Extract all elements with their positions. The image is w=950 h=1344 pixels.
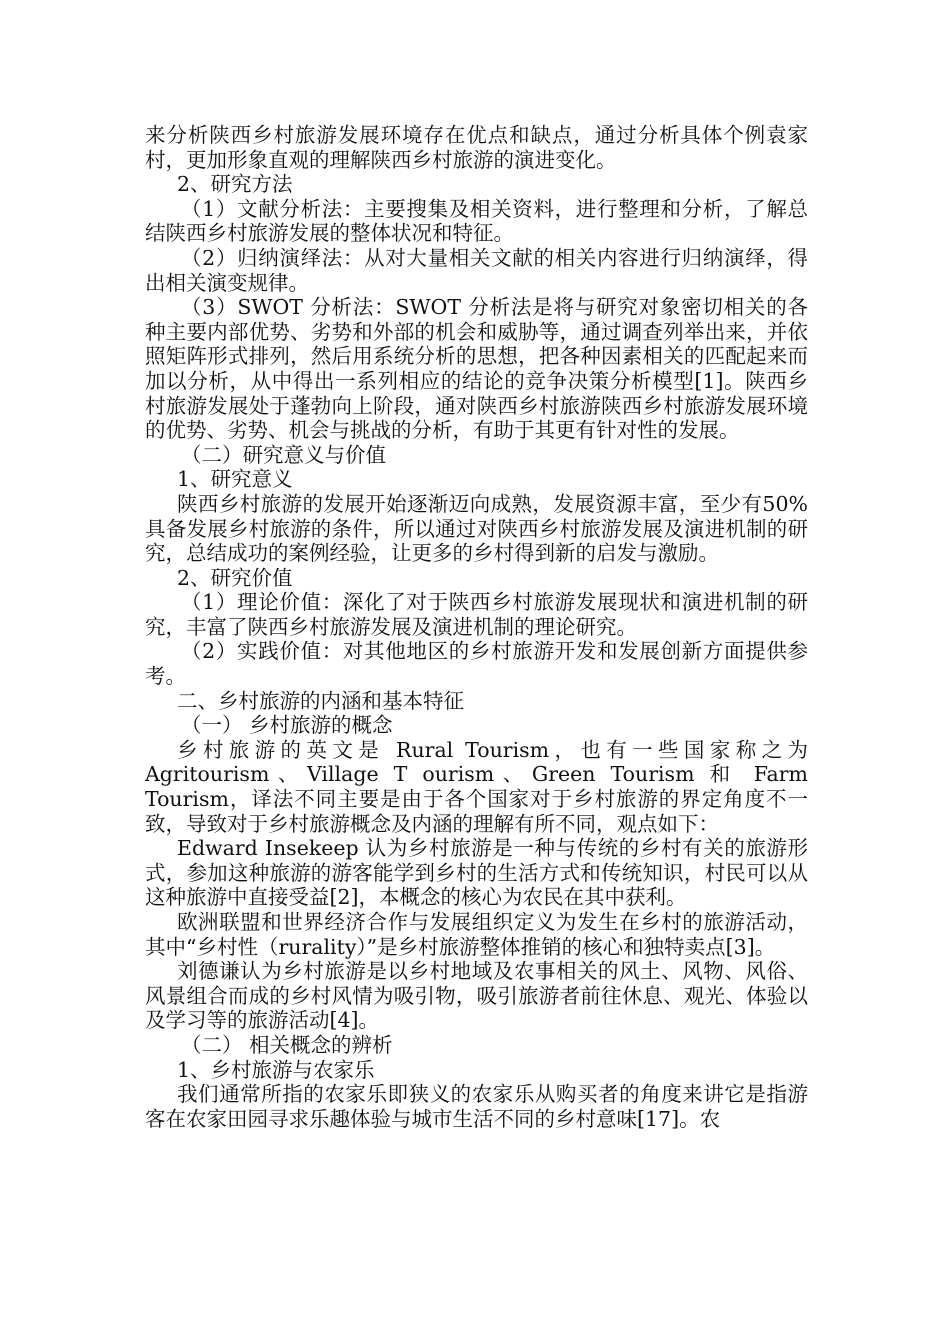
heading-rural-tourism-vs-nongjiale: 1、乡村旅游与农家乐 [177, 1057, 375, 1082]
heading-research-value: 2、研究价值 [177, 565, 293, 590]
paragraph-research-significance: 陕西乡村旅游的发展开始逐渐迈向成熟，发展资源丰富，至少有50%具备发展乡村旅游的条件，所以通过对陕西乡村旅游发展及演进机制的研究，总结成功的案例经验，让更多的乡村得到新的启发与激励。 [145, 491, 808, 566]
paragraph-liu-deqian: 刘德谦认为乡村旅游是以乡村地域及农事相关的风土、风物、风俗、风景组合而成的乡村风情为吸引物，吸引旅游者前往休息、观光、体验以及学习等的旅游活动[4]。 [145, 959, 808, 1033]
paragraph-edward-insekeep: Edward Insekeep 认为乡村旅游是一种与传统的乡村有关的旅游形式，参加这种旅游的游客能学到乡村的生活方式和传统知识，村民可以从这种旅游中直接受益[2]，本概念的核心为农民在其中获利。 [145, 836, 808, 910]
paragraph-intro-continued: 来分析陕西乡村旅游发展环境存在优点和缺点，通过分析具体个例袁家村，更加形象直观的理解陕西乡村旅游的演进变化。 [145, 123, 808, 172]
paragraph-eu-oecd-definition: 欧洲联盟和世界经济合作与发展组织定义为发生在乡村的旅游活动，其中“乡村性（rurality）”是乡村旅游整体推销的核心和独特卖点[3]。 [145, 910, 808, 959]
paragraph-induction-deduction: （2）归纳演绎法：从对大量相关文献的相关内容进行归纳演绎，得出相关演变规律。 [145, 245, 808, 295]
heading-rural-tourism-concept: （一） 乡村旅游的概念 [181, 713, 393, 738]
paragraph-practical-value: （2）实践价值：对其他地区的乡村旅游开发和发展创新方面提供参考。 [145, 639, 808, 689]
heading-research-methods: 2、研究方法 [177, 172, 293, 197]
paragraph-nongjiale: 我们通常所指的农家乐即狭义的农家乐从购买者的角度来讲它是指游客在农家田园寻求乐趣体验与城市生活不同的乡村意味[17]。农 [145, 1082, 808, 1131]
document-body [145, 123, 808, 1131]
paragraph-literature-analysis: （1）文献分析法：主要搜集及相关资料，进行整理和分析，了解总结陕西乡村旅游发展的整体状况和特征。 [145, 196, 808, 246]
paragraph-rural-tourism-english: 乡村旅游的英文是 Rural Tourism，也有一些国家称之为 Agritourism、Village T ourism、Green Tourism 和 Farm Tourism，译法不同主要是由于各个国家对于乡村旅游的界定角度不一致，导致对于乡村旅游概念及内涵的理解有所不同，观点如下： [145, 737, 808, 836]
heading-research-significance: 1、研究意义 [177, 467, 293, 492]
heading-section-two: 二、乡村旅游的内涵和基本特征 [177, 688, 464, 713]
heading-related-concepts: （二） 相关概念的辨析 [181, 1032, 393, 1057]
paragraph-theoretical-value: （1）理论价值：深化了对于陕西乡村旅游发展现状和演进机制的研究，丰富了陕西乡村旅游发展及演进机制的理论研究。 [145, 590, 808, 639]
heading-significance-value: （二）研究意义与价值 [181, 442, 386, 467]
paragraph-swot-analysis: （3）SWOT 分析法：SWOT 分析法是将与研究对象密切相关的各种主要内部优势、劣势和外部的机会和威胁等，通过调查列举出来，并依照矩阵形式排列，然后用系统分析的思想，把各种因素相关的匹配起来而加以分析，从中得出一系列相应的结论的竞争决策分析模型[1]。陕西乡村旅游发展处于蓬勃向上阶段，通对陕西乡村旅游陕西乡村旅游发展环境的优势、劣势、机会与挑战的分析，有助于其更有针对性的发展。 [145, 295, 808, 443]
